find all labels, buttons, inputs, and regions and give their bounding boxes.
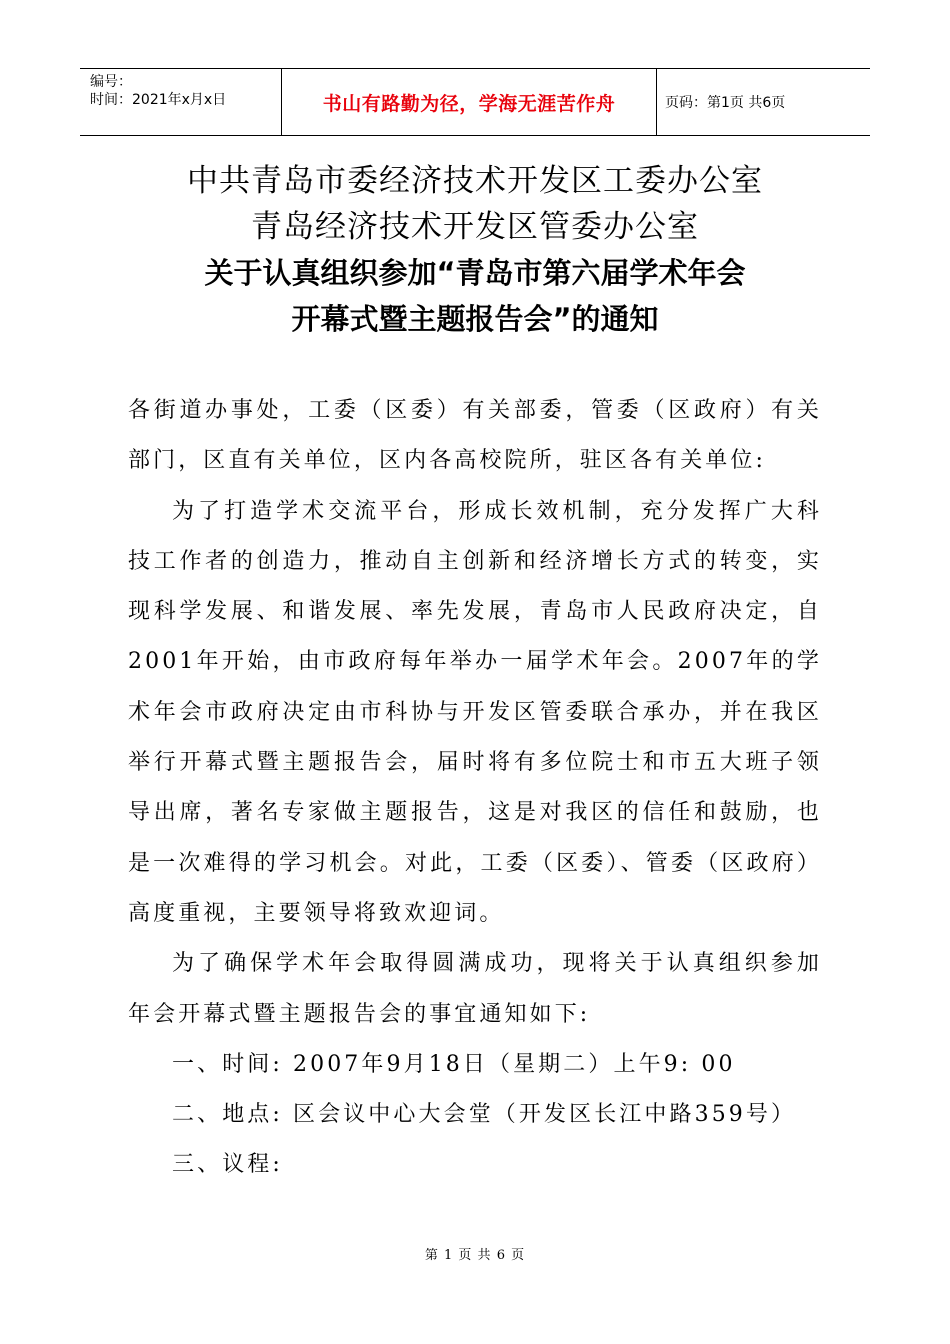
motto-text: 书山有路勤为径，学海无涯苦作舟 <box>322 92 616 115</box>
page-code: 页码：第1页 共6页 <box>665 95 786 111</box>
title-line-3: 关于认真组织参加“青岛市第六届学术年会 <box>204 256 746 290</box>
paragraph-1: 为了打造学术交流平台，形成长效机制，充分发挥广大科技工作者的创造力，推动自主创新和经济增长方式的转变，实现科学发展、和谐发展、率先发展，青岛市人民政府决定，自2001年开始，由市政府每年举办一届学术年会。2007年的学术年会市政府决定由市科协与开发区管委联合承办，并在我区举行开幕式暨主题报告会，届时将有多位院士和市五大班子领导出席，著名专家做主题报告，这是对我区的信任和鼓励，也是一次难得的学习机会。对此，工委（区委）、管委（区政府）高度重视，主要领导将致欢迎词。 <box>128 498 822 926</box>
header-page-cell <box>657 69 870 135</box>
number-label: 编号： <box>90 74 132 90</box>
title-line-2: 青岛经济技术开发区管委办公室 <box>251 209 699 245</box>
title-line-4: 开幕式暨主题报告会”的通知 <box>291 302 659 336</box>
salutation: 各街道办事处，工委（区委）有关部委，管委（区政府）有关部门，区直有关单位，区内各高校院所，驻区各有关单位: <box>128 398 822 474</box>
header-meta <box>80 69 282 135</box>
time-label: 时间：2021年x月x日 <box>90 92 227 108</box>
title-line-1: 中共青岛市委经济技术开发区工委办公室 <box>187 163 763 199</box>
item-time: 一、时间: 2007年9月18日（星期二）上午9: 00 <box>172 1051 736 1077</box>
item-agenda: 三、议程: <box>172 1152 283 1178</box>
item-location: 二、地点: 区会议中心大会堂（开发区长江中路359号） <box>172 1102 797 1128</box>
document-title <box>0 158 950 342</box>
paragraph-2: 为了确保学术年会取得圆满成功，现将关于认真组织参加年会开幕式暨主题报告会的事宜通知如下: <box>128 951 822 1027</box>
header-motto-cell <box>282 69 657 135</box>
document-header <box>80 68 870 136</box>
page-footer: 第 1 页 共 6 页 <box>424 1248 526 1263</box>
document-body <box>128 386 822 1191</box>
